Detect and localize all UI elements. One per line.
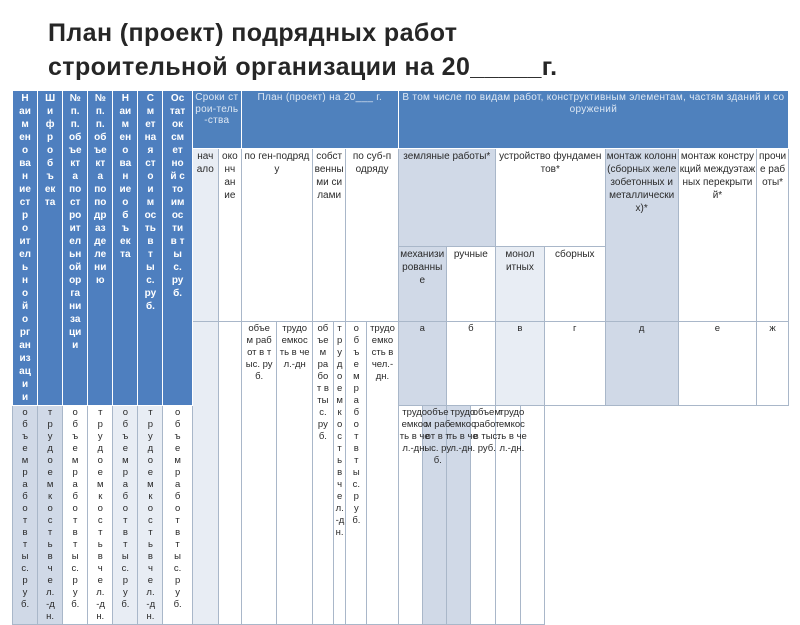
sub-volume-cell: объем работ в тыс. руб. <box>346 322 367 625</box>
mechanized-header: механизированные <box>398 247 446 322</box>
col-remaining-cost: Остаток сметной стоимости в тыс. руб. <box>163 91 192 406</box>
start-date-header: начало <box>192 149 218 322</box>
own-labor-cell: трудоемкость в чел.-дн. <box>333 322 346 625</box>
foundations-header: устройство фундаментов* <box>495 149 605 247</box>
gen-volume-cell: объем работ в тыс. руб. <box>241 322 277 625</box>
g-volume-cell: объем работ в тыс. руб. <box>163 406 192 625</box>
letter-a: а <box>398 322 446 406</box>
e-labor-cell: трудоемкость в чел.-дн. <box>495 406 520 625</box>
title-line-1: План (проект) подрядных работ <box>48 19 458 47</box>
earthworks-header: земляные работы* <box>398 149 495 247</box>
letter-d: д <box>605 322 678 406</box>
col-estimated-cost: Сметная стоимость в тыс. руб. <box>138 91 163 406</box>
gen-labor-cell: трудоемкость в чел.-дн <box>277 322 313 625</box>
letter-e: е <box>678 322 756 406</box>
a-volume-cell: объем работ в тыс. руб. <box>13 406 38 625</box>
letter-b: б <box>446 322 495 406</box>
monolithic-header: монолитных <box>495 247 544 322</box>
floors-mounting-header: монтаж конструкций междуэтажных перекрытий* <box>678 149 756 322</box>
letter-g: г <box>544 322 605 406</box>
manual-header: ручные <box>446 247 495 322</box>
b-volume-cell: объем работ в тыс. руб. <box>63 406 88 625</box>
letter-v: в <box>495 322 544 406</box>
other-works-header: прочие работы* <box>757 149 789 322</box>
a-labor-cell: трудоемкость в чел.-дн. <box>38 406 63 625</box>
d-labor-cell: трудоемкость в чел.-дн. <box>446 406 470 625</box>
own-volume-cell: объем работ в тыс. руб. <box>312 322 333 625</box>
columns-mounting-header: монтаж колонн (сборных железобетонных и металлических)* <box>605 149 678 322</box>
prefab-header: сборных <box>544 247 605 322</box>
col-org-name: Наименование строительной организации <box>13 91 38 406</box>
contract-works-plan-table <box>12 90 789 625</box>
title-line-2: строительной организации на 20_____г. <box>48 53 558 81</box>
e-volume-cell: объем работ в тыс. руб. <box>470 406 495 625</box>
page-title <box>48 16 788 84</box>
general-contract-header: по ген-подряду <box>241 149 312 322</box>
col-object-no-unit: № п.п. объекта по подразделению <box>88 91 113 406</box>
own-forces-header: собственными силами <box>312 149 345 322</box>
letter-zh: ж <box>757 322 789 406</box>
col-object-code: Шифр объекта <box>38 91 63 406</box>
end-date-header: окончание <box>218 149 241 322</box>
col-object-no-org: № п.п. объекта по строительной организации <box>63 91 88 406</box>
construction-terms-header: Сроки строи-тель-ства <box>192 91 241 149</box>
sub-labor-cell: трудоемкость в чел.-дн. <box>367 322 398 625</box>
v-labor-cell: трудоемкость в чел.-дн. <box>138 406 163 625</box>
v-volume-cell: объем работ в тыс. руб. <box>113 406 138 625</box>
subcontract-header: по суб-подряду <box>346 149 398 322</box>
breakdown-header: В том числе по видам работ, конструктивным элементам, частям зданий и сооружений <box>398 91 788 149</box>
b-labor-cell: трудоемкость в чел.-дн. <box>88 406 113 625</box>
col-object-name: Наименование объекта <box>113 91 138 406</box>
g-labor-cell: трудоемкость в чел.-дн. <box>398 406 422 625</box>
d-volume-cell: объем работ в тыс. руб. <box>422 406 446 625</box>
plan-header: План (проект) на 20___ г. <box>241 91 398 149</box>
